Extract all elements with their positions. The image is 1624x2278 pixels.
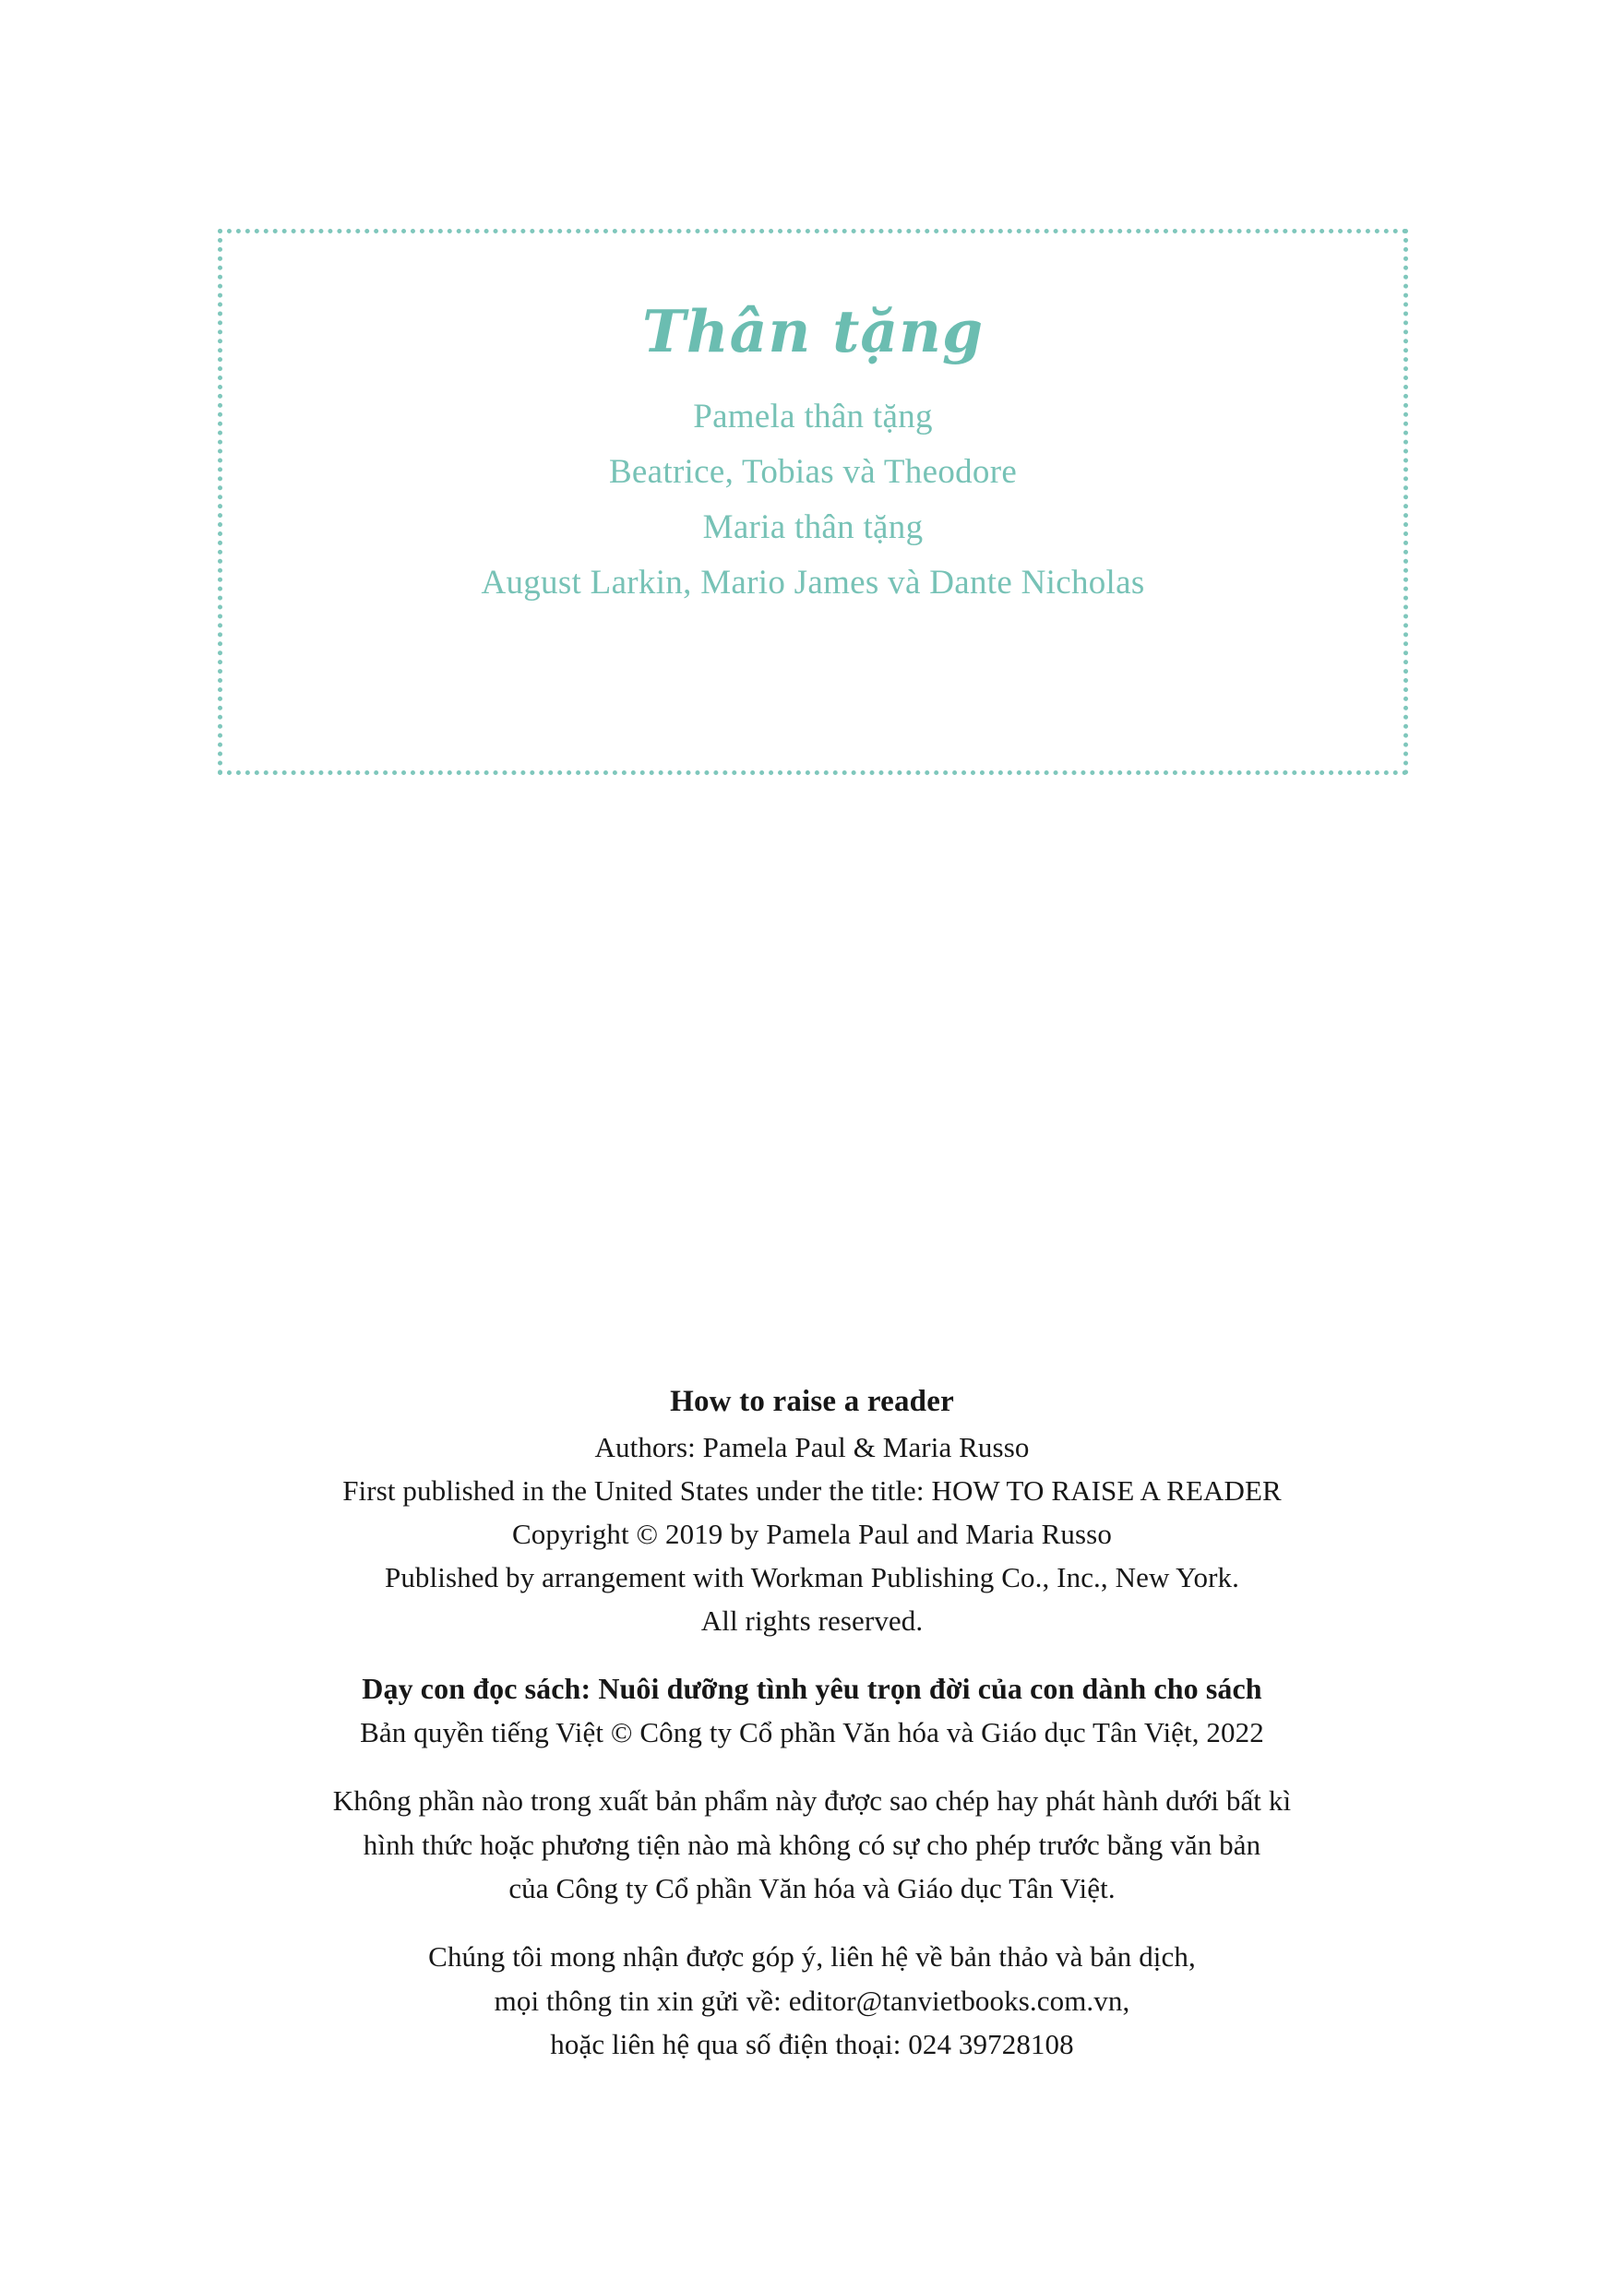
rights-reserved-line: All rights reserved. xyxy=(700,1604,924,1637)
contact-line: Chúng tôi mong nhận được góp ý, liên hệ về bản thảo và bản dịch, xyxy=(428,1939,1196,1973)
original-title: How to raise a reader xyxy=(670,1385,954,1418)
vietnamese-title: Dạy con đọc sách: Nuôi dưỡng tình yêu trọn đời của con dành cho sách xyxy=(362,1672,1262,1706)
dedication-line: August Larkin, Mario James và Dante Nicholas xyxy=(481,564,1145,602)
spacer xyxy=(166,1911,1458,1935)
dedication-heading: Thân tặng xyxy=(641,297,985,365)
first-published-line: First published in the United States under the title: HOW TO RAISE A READER xyxy=(342,1473,1282,1507)
published-by-line: Published by arrangement with Workman Publishing Co., Inc., New York. xyxy=(384,1560,1240,1593)
contact-line: hoặc liên hệ qua số điện thoại: 024 39728108 xyxy=(550,2028,1074,2061)
dedication-line: Maria thân tặng xyxy=(702,508,924,547)
notice-line: Không phần nào trong xuất bản phẩm này được sao chép hay phát hành dưới bất kì xyxy=(332,1783,1292,1817)
authors-line: Authors: Pamela Paul & Maria Russo xyxy=(594,1430,1030,1463)
spacer xyxy=(166,1642,1458,1666)
notice-line: hình thức hoặc phương tiện nào mà không có sự cho phép trước bằng văn bản xyxy=(363,1828,1261,1861)
copyright-line: Copyright © 2019 by Pamela Paul and Maria Russo xyxy=(512,1517,1112,1550)
spacer xyxy=(166,1755,1458,1779)
copyright-block xyxy=(166,1379,1458,2067)
contact-line: mọi thông tin xin gửi về: editor@tanvietbooks.com.vn, xyxy=(494,1984,1130,2017)
notice-line: của Công ty Cổ phần Văn hóa và Giáo dục Tân Việt. xyxy=(508,1872,1116,1905)
dedication-line: Beatrice, Tobias và Theodore xyxy=(608,453,1018,492)
vietnamese-rights-line: Bản quyền tiếng Việt © Công ty Cổ phần Văn hóa và Giáo dục Tân Việt, 2022 xyxy=(360,1716,1264,1749)
dedication-line: Pamela thân tặng xyxy=(693,398,933,436)
dedication-box xyxy=(218,229,1408,775)
